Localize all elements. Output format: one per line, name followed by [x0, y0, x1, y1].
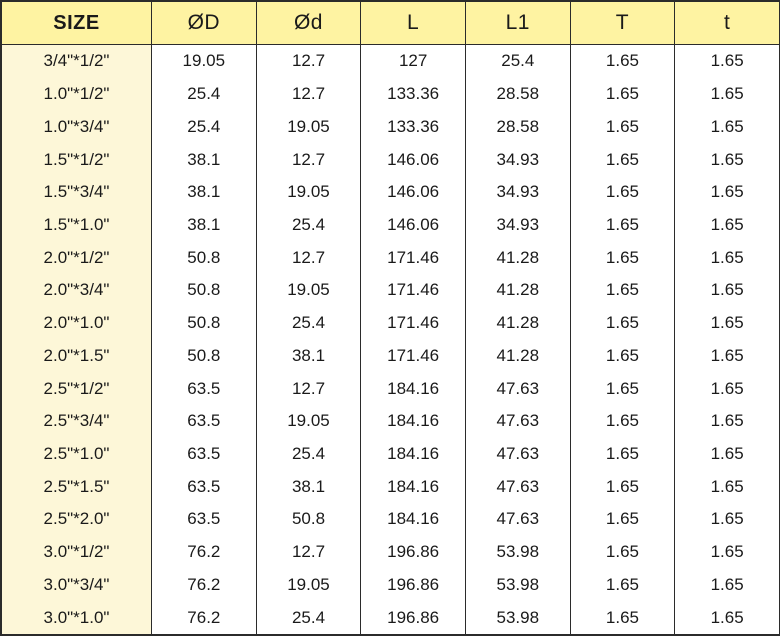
cell-length-1: 28.58 — [465, 78, 570, 111]
cell-size: 2.5"*1.5" — [2, 470, 152, 503]
table-row — [2, 78, 780, 111]
table-row — [2, 405, 780, 438]
cell-outer-diameter: 63.5 — [152, 405, 257, 438]
cell-thickness-lower: 1.65 — [675, 339, 780, 372]
table-row — [2, 470, 780, 503]
cell-outer-diameter: 25.4 — [152, 110, 257, 143]
cell-length: 133.36 — [361, 78, 466, 111]
cell-thickness-lower: 1.65 — [675, 176, 780, 209]
table-row — [2, 209, 780, 242]
cell-thickness-lower: 1.65 — [675, 78, 780, 111]
cell-length-1: 34.93 — [465, 176, 570, 209]
cell-thickness-lower: 1.65 — [675, 143, 780, 176]
cell-outer-diameter: 63.5 — [152, 438, 257, 471]
cell-size: 3.0"*1.0" — [2, 601, 152, 634]
table-row — [2, 503, 780, 536]
cell-thickness-lower: 1.65 — [675, 536, 780, 569]
column-header-outer-diameter: ØD — [152, 2, 257, 45]
cell-size: 1.5"*1/2" — [2, 143, 152, 176]
cell-thickness-upper: 1.65 — [570, 372, 675, 405]
cell-length: 171.46 — [361, 307, 466, 340]
cell-length: 184.16 — [361, 503, 466, 536]
cell-length: 196.86 — [361, 601, 466, 634]
cell-thickness-upper: 1.65 — [570, 110, 675, 143]
cell-inner-diameter: 12.7 — [256, 536, 361, 569]
cell-length-1: 41.28 — [465, 307, 570, 340]
cell-inner-diameter: 12.7 — [256, 45, 361, 78]
cell-outer-diameter: 38.1 — [152, 209, 257, 242]
cell-thickness-lower: 1.65 — [675, 503, 780, 536]
cell-length: 184.16 — [361, 438, 466, 471]
cell-thickness-lower: 1.65 — [675, 438, 780, 471]
cell-inner-diameter: 50.8 — [256, 503, 361, 536]
column-header-inner-diameter: Ød — [256, 2, 361, 45]
cell-outer-diameter: 76.2 — [152, 536, 257, 569]
cell-length-1: 41.28 — [465, 274, 570, 307]
cell-size: 2.5"*1.0" — [2, 438, 152, 471]
cell-size: 1.5"*1.0" — [2, 209, 152, 242]
cell-length: 171.46 — [361, 241, 466, 274]
table-row — [2, 176, 780, 209]
cell-length: 171.46 — [361, 274, 466, 307]
cell-size: 1.5"*3/4" — [2, 176, 152, 209]
cell-inner-diameter: 25.4 — [256, 601, 361, 634]
cell-outer-diameter: 19.05 — [152, 45, 257, 78]
cell-length: 146.06 — [361, 143, 466, 176]
cell-outer-diameter: 50.8 — [152, 274, 257, 307]
cell-outer-diameter: 63.5 — [152, 503, 257, 536]
table-row — [2, 438, 780, 471]
table-row — [2, 241, 780, 274]
dimension-table — [1, 1, 780, 635]
cell-length: 184.16 — [361, 470, 466, 503]
cell-size: 1.0"*1/2" — [2, 78, 152, 111]
table-row — [2, 372, 780, 405]
cell-thickness-upper: 1.65 — [570, 143, 675, 176]
cell-outer-diameter: 50.8 — [152, 241, 257, 274]
cell-length-1: 47.63 — [465, 372, 570, 405]
cell-length: 127 — [361, 45, 466, 78]
column-header-length: L — [361, 2, 466, 45]
cell-length-1: 47.63 — [465, 503, 570, 536]
column-header-size: SIZE — [2, 2, 152, 45]
cell-length-1: 41.28 — [465, 241, 570, 274]
cell-outer-diameter: 50.8 — [152, 339, 257, 372]
cell-inner-diameter: 38.1 — [256, 339, 361, 372]
cell-length-1: 41.28 — [465, 339, 570, 372]
column-header-length-1: L1 — [465, 2, 570, 45]
cell-thickness-lower: 1.65 — [675, 241, 780, 274]
cell-inner-diameter: 12.7 — [256, 143, 361, 176]
cell-thickness-lower: 1.65 — [675, 470, 780, 503]
cell-outer-diameter: 38.1 — [152, 176, 257, 209]
cell-length-1: 25.4 — [465, 45, 570, 78]
cell-size: 3.0"*3/4" — [2, 569, 152, 602]
cell-inner-diameter: 12.7 — [256, 241, 361, 274]
table-row — [2, 339, 780, 372]
table-row — [2, 601, 780, 634]
cell-size: 2.0"*3/4" — [2, 274, 152, 307]
column-header-thickness-lower: t — [675, 2, 780, 45]
cell-inner-diameter: 38.1 — [256, 470, 361, 503]
table-row — [2, 536, 780, 569]
cell-size: 2.0"*1.0" — [2, 307, 152, 340]
cell-size: 2.0"*1.5" — [2, 339, 152, 372]
cell-outer-diameter: 63.5 — [152, 470, 257, 503]
table-header-row — [2, 2, 780, 45]
cell-thickness-lower: 1.65 — [675, 274, 780, 307]
cell-inner-diameter: 19.05 — [256, 405, 361, 438]
cell-thickness-upper: 1.65 — [570, 503, 675, 536]
cell-length: 196.86 — [361, 569, 466, 602]
cell-length: 146.06 — [361, 176, 466, 209]
table-row — [2, 45, 780, 78]
cell-thickness-lower: 1.65 — [675, 601, 780, 634]
cell-size: 3/4"*1/2" — [2, 45, 152, 78]
cell-thickness-lower: 1.65 — [675, 110, 780, 143]
table-row — [2, 274, 780, 307]
cell-thickness-upper: 1.65 — [570, 274, 675, 307]
cell-size: 2.5"*3/4" — [2, 405, 152, 438]
cell-inner-diameter: 25.4 — [256, 307, 361, 340]
cell-size: 1.0"*3/4" — [2, 110, 152, 143]
cell-thickness-lower: 1.65 — [675, 569, 780, 602]
cell-thickness-lower: 1.65 — [675, 405, 780, 438]
cell-thickness-lower: 1.65 — [675, 307, 780, 340]
table-row — [2, 110, 780, 143]
cell-inner-diameter: 19.05 — [256, 110, 361, 143]
cell-outer-diameter: 50.8 — [152, 307, 257, 340]
table-body — [2, 45, 780, 635]
cell-length: 184.16 — [361, 405, 466, 438]
cell-outer-diameter: 76.2 — [152, 569, 257, 602]
cell-length-1: 28.58 — [465, 110, 570, 143]
cell-size: 3.0"*1/2" — [2, 536, 152, 569]
cell-length-1: 53.98 — [465, 536, 570, 569]
cell-length: 196.86 — [361, 536, 466, 569]
cell-size: 2.5"*1/2" — [2, 372, 152, 405]
cell-thickness-lower: 1.65 — [675, 209, 780, 242]
cell-inner-diameter: 19.05 — [256, 569, 361, 602]
cell-thickness-upper: 1.65 — [570, 45, 675, 78]
table-row — [2, 143, 780, 176]
cell-inner-diameter: 12.7 — [256, 372, 361, 405]
cell-thickness-upper: 1.65 — [570, 470, 675, 503]
cell-length-1: 47.63 — [465, 438, 570, 471]
cell-length-1: 53.98 — [465, 601, 570, 634]
cell-thickness-lower: 1.65 — [675, 372, 780, 405]
table-row — [2, 569, 780, 602]
cell-thickness-upper: 1.65 — [570, 307, 675, 340]
cell-length: 184.16 — [361, 372, 466, 405]
cell-inner-diameter: 25.4 — [256, 438, 361, 471]
cell-size: 2.5"*2.0" — [2, 503, 152, 536]
cell-outer-diameter: 63.5 — [152, 372, 257, 405]
cell-thickness-upper: 1.65 — [570, 78, 675, 111]
cell-thickness-upper: 1.65 — [570, 241, 675, 274]
cell-length-1: 47.63 — [465, 470, 570, 503]
cell-outer-diameter: 76.2 — [152, 601, 257, 634]
table-row — [2, 307, 780, 340]
cell-thickness-lower: 1.65 — [675, 45, 780, 78]
cell-length: 146.06 — [361, 209, 466, 242]
cell-length: 171.46 — [361, 339, 466, 372]
cell-thickness-upper: 1.65 — [570, 339, 675, 372]
cell-thickness-upper: 1.65 — [570, 176, 675, 209]
cell-inner-diameter: 25.4 — [256, 209, 361, 242]
column-header-thickness-upper: T — [570, 2, 675, 45]
cell-thickness-upper: 1.65 — [570, 438, 675, 471]
cell-inner-diameter: 19.05 — [256, 274, 361, 307]
cell-thickness-upper: 1.65 — [570, 405, 675, 438]
cell-size: 2.0"*1/2" — [2, 241, 152, 274]
cell-thickness-upper: 1.65 — [570, 536, 675, 569]
cell-thickness-upper: 1.65 — [570, 209, 675, 242]
cell-length-1: 34.93 — [465, 209, 570, 242]
cell-length-1: 34.93 — [465, 143, 570, 176]
cell-inner-diameter: 12.7 — [256, 78, 361, 111]
cell-outer-diameter: 38.1 — [152, 143, 257, 176]
cell-length-1: 47.63 — [465, 405, 570, 438]
cell-outer-diameter: 25.4 — [152, 78, 257, 111]
cell-inner-diameter: 19.05 — [256, 176, 361, 209]
cell-thickness-upper: 1.65 — [570, 569, 675, 602]
cell-length: 133.36 — [361, 110, 466, 143]
cell-thickness-upper: 1.65 — [570, 601, 675, 634]
cell-length-1: 53.98 — [465, 569, 570, 602]
